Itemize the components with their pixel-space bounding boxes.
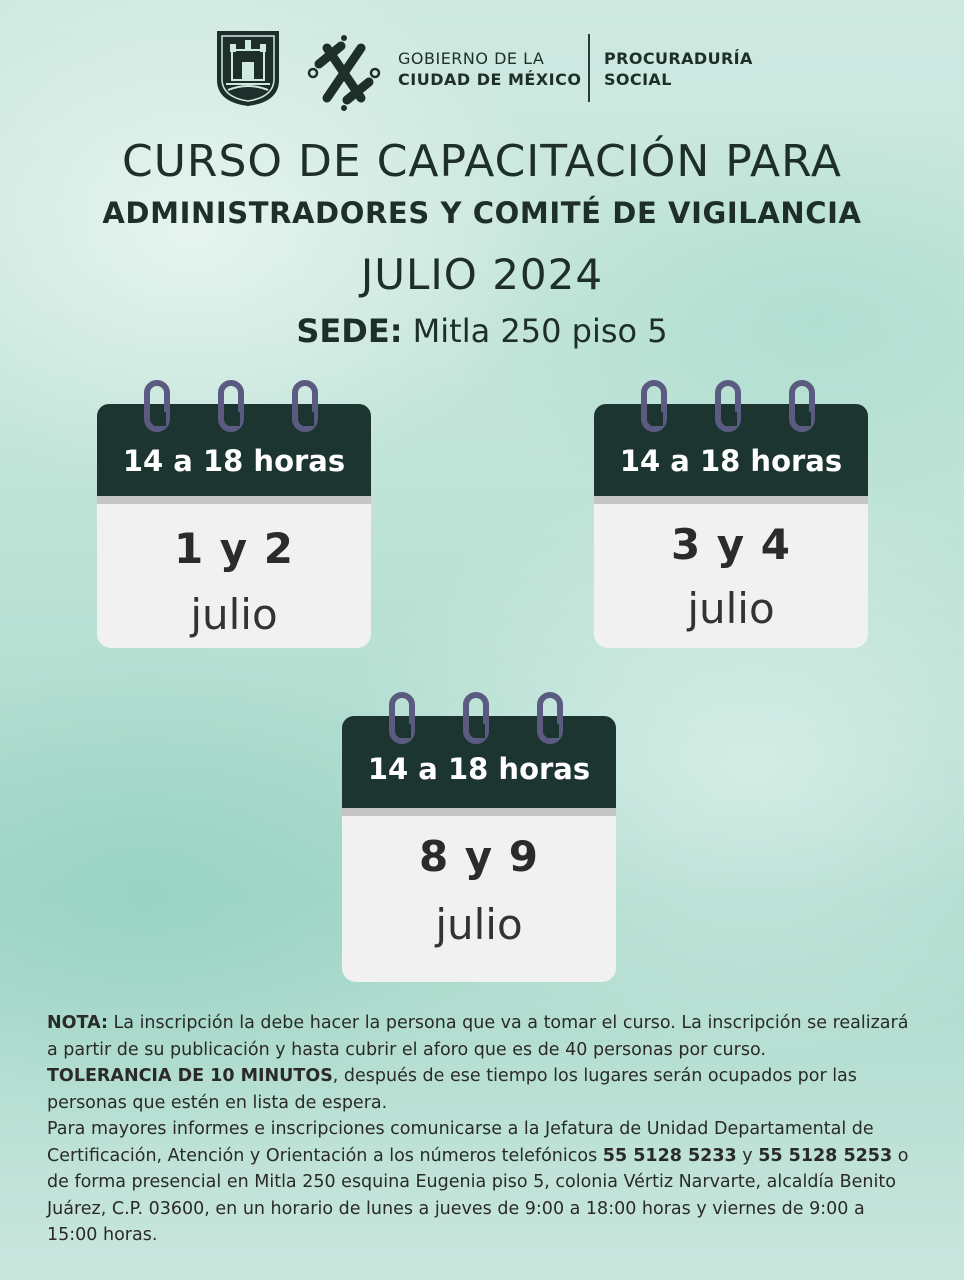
calendar-days: 1 y 2 <box>173 524 295 573</box>
ring-icon <box>144 380 170 432</box>
header <box>0 28 964 108</box>
gov-line-1: GOBIERNO DE LA <box>398 49 545 68</box>
calendar-card-3 <box>342 692 616 982</box>
info-text-2: y <box>736 1145 759 1166</box>
venue-value: Mitla 250 piso 5 <box>402 312 668 350</box>
calendar-hours: 14 a 18 horas <box>122 444 346 478</box>
calendar-hours: 14 a 18 horas <box>367 752 591 786</box>
tolerance-text: , después de ese tiempo los lugares serán ocupados por las personas que estén en lista de espera. <box>47 1066 857 1113</box>
phone-2: 55 5128 5253 <box>758 1145 893 1166</box>
calendar-separator <box>97 496 371 504</box>
ring-icon <box>715 380 741 432</box>
cdmx-shield-icon <box>214 28 282 108</box>
ring-icon <box>218 380 244 432</box>
venue <box>0 312 964 350</box>
info-text-3: o de forma presencial en Mitla 250 esquina Eugenia piso 5, colonia Vértiz Narvarte, alcaldía Benito Juárez, C.P. 03600, en un horario de lunes a jueves de 9:00 a 18:00 horas y viernes de 9:00 a 15:00 horas. <box>47 1145 909 1245</box>
info-text-1: Para mayores informes e inscripciones comunicarse a la Jefatura de Unidad Departamental de Certificación, Atención y Orientación a los números telefónicos <box>47 1119 874 1166</box>
calendar-card-1 <box>97 380 371 648</box>
ring-icon <box>389 692 415 744</box>
calendar-days: 3 y 4 <box>670 520 792 569</box>
gov-line-2: CIUDAD DE MÉXICO <box>398 70 582 89</box>
government-name <box>398 48 581 90</box>
title-line-2: ADMINISTRADORES Y COMITÉ DE VIGILANCIA <box>102 196 862 230</box>
ring-icon <box>537 692 563 744</box>
calendar-card-2 <box>594 380 868 648</box>
calendar-hours: 14 a 18 horas <box>619 444 843 478</box>
note-block <box>47 1010 917 1249</box>
note-paragraph-2 <box>47 1063 917 1116</box>
venue-label: SEDE: <box>296 312 403 350</box>
cdmx-logo-icon <box>305 34 383 112</box>
phone-1: 55 5128 5233 <box>602 1145 737 1166</box>
calendar-separator <box>342 808 616 816</box>
tolerance-label: TOLERANCIA DE 10 MINUTOS <box>47 1066 333 1086</box>
note-text: La inscripción la debe hacer la persona que va a tomar el curso. La inscripción se realizará a partir de su publicación y hasta cubrir el aforo que es de 40 personas por curso. <box>47 1013 909 1060</box>
header-divider <box>588 34 590 102</box>
note-paragraph-3 <box>47 1116 917 1249</box>
procuraduria-name <box>604 48 753 90</box>
calendar-separator <box>594 496 868 504</box>
ring-icon <box>292 380 318 432</box>
calendar-days: 8 y 9 <box>418 832 540 881</box>
proc-line-2: SOCIAL <box>604 70 672 89</box>
note-label: NOTA: <box>47 1013 108 1033</box>
calendar-month: julio <box>435 900 523 949</box>
note-paragraph-1 <box>47 1010 917 1063</box>
proc-line-1: PROCURADURÍA <box>604 49 753 68</box>
ring-icon <box>641 380 667 432</box>
title-month: JULIO 2024 <box>360 250 604 299</box>
title-line-1: CURSO DE CAPACITACIÓN PARA <box>121 136 842 187</box>
calendar-month: julio <box>687 584 775 633</box>
ring-icon <box>789 380 815 432</box>
calendar-month: julio <box>190 590 278 639</box>
ring-icon <box>463 692 489 744</box>
